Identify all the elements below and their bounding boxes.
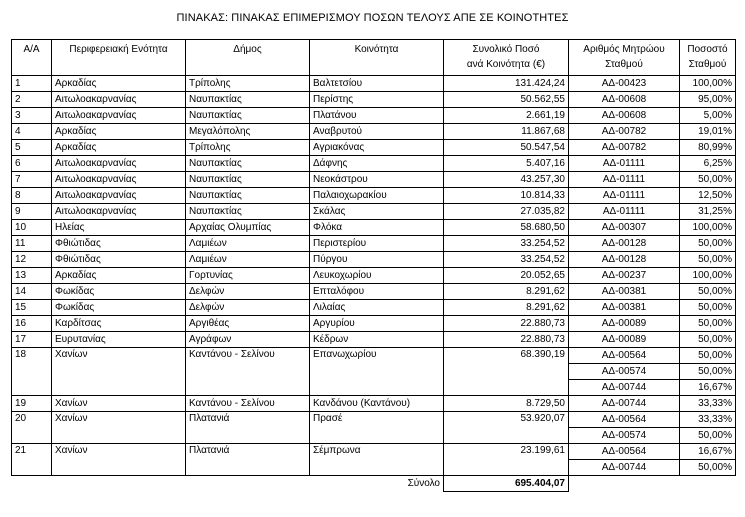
cell-registry: ΑΔ-00381 xyxy=(569,284,680,300)
cell-municipality: Δελφών xyxy=(186,300,310,316)
cell-amount: 131.424,24 xyxy=(444,76,569,92)
cell-region: Αρκαδίας xyxy=(52,124,186,140)
cell-amount: 23.199,61 xyxy=(444,444,569,476)
cell-aa: 12 xyxy=(12,252,52,268)
cell-registry: ΑΔ-01111 xyxy=(569,204,680,220)
cell-aa: 21 xyxy=(12,444,52,476)
cell-percentage: 16,67% xyxy=(680,380,736,396)
cell-amount: 33.254,52 xyxy=(444,252,569,268)
cell-region: Αρκαδίας xyxy=(52,268,186,284)
cell-community: Δάφνης xyxy=(310,156,444,172)
header-municipality: Δήμος xyxy=(186,40,310,76)
cell-community: Νεοκάστρου xyxy=(310,172,444,188)
table-row xyxy=(12,108,736,124)
cell-community: Αργυρίου xyxy=(310,316,444,332)
cell-percentage: 50,00% xyxy=(680,364,736,380)
cell-aa: 15 xyxy=(12,300,52,316)
table-row xyxy=(12,284,736,300)
cell-percentage: 50,00% xyxy=(680,236,736,252)
cell-registry: ΑΔ-00381 xyxy=(569,300,680,316)
cell-community: Αγριακόνας xyxy=(310,140,444,156)
cell-aa: 16 xyxy=(12,316,52,332)
cell-community: Λευκοχωρίου xyxy=(310,268,444,284)
table-row xyxy=(12,92,736,108)
cell-region: Αιτωλοακαρνανίας xyxy=(52,92,186,108)
cell-municipality: Ναυπακτίας xyxy=(186,92,310,108)
cell-registry: ΑΔ-00744 xyxy=(569,396,680,412)
cell-community: Πύργου xyxy=(310,252,444,268)
cell-municipality: Μεγαλόπολης xyxy=(186,124,310,140)
cell-aa: 18 xyxy=(12,348,52,396)
cell-percentage: 80,99% xyxy=(680,140,736,156)
cell-municipality: Πλατανιά xyxy=(186,444,310,476)
cell-region: Ηλείας xyxy=(52,220,186,236)
cell-region: Αρκαδίας xyxy=(52,76,186,92)
cell-aa: 7 xyxy=(12,172,52,188)
cell-region: Αιτωλοακαρνανίας xyxy=(52,188,186,204)
cell-registry: ΑΔ-00782 xyxy=(569,124,680,140)
cell-community: Επανωχωρίου xyxy=(310,348,444,396)
table-body xyxy=(12,76,736,492)
cell-community: Περιστερίου xyxy=(310,236,444,252)
cell-percentage: 50,00% xyxy=(680,172,736,188)
table-row xyxy=(12,412,736,428)
cell-municipality: Ναυπακτίας xyxy=(186,108,310,124)
cell-percentage: 33,33% xyxy=(680,412,736,428)
cell-registry: ΑΔ-00089 xyxy=(569,332,680,348)
cell-municipality: Καντάνου - Σελίνου xyxy=(186,396,310,412)
cell-aa: 1 xyxy=(12,76,52,92)
cell-percentage: 100,00% xyxy=(680,268,736,284)
cell-registry: ΑΔ-00564 xyxy=(569,348,680,364)
cell-percentage: 50,00% xyxy=(680,332,736,348)
total-value: 695.404,07 xyxy=(444,476,569,492)
cell-municipality: Δελφών xyxy=(186,284,310,300)
table-row xyxy=(12,220,736,236)
cell-region: Φθιώτιδας xyxy=(52,236,186,252)
cell-aa: 14 xyxy=(12,284,52,300)
cell-percentage: 50,00% xyxy=(680,284,736,300)
cell-registry: ΑΔ-00423 xyxy=(569,76,680,92)
cell-municipality: Αρχαίας Ολυμπίας xyxy=(186,220,310,236)
cell-percentage: 50,00% xyxy=(680,300,736,316)
table-row xyxy=(12,124,736,140)
cell-registry: ΑΔ-00128 xyxy=(569,236,680,252)
table-header-row xyxy=(12,40,736,76)
cell-region: Αιτωλοακαρνανίας xyxy=(52,172,186,188)
cell-aa: 10 xyxy=(12,220,52,236)
cell-amount: 8.291,62 xyxy=(444,284,569,300)
empty-cell xyxy=(569,476,680,492)
header-amount: Συνολικό Ποσό ανά Κοινότητα (€) xyxy=(444,40,569,76)
cell-amount: 8.291,62 xyxy=(444,300,569,316)
cell-registry: ΑΔ-01111 xyxy=(569,156,680,172)
cell-registry: ΑΔ-00564 xyxy=(569,444,680,460)
cell-municipality: Λαμιέων xyxy=(186,252,310,268)
cell-aa: 5 xyxy=(12,140,52,156)
header-community: Κοινότητα xyxy=(310,40,444,76)
cell-region: Χανίων xyxy=(52,444,186,476)
cell-community: Βαλτετσίου xyxy=(310,76,444,92)
cell-registry: ΑΔ-01111 xyxy=(569,188,680,204)
cell-community: Παλαιοχωρακίου xyxy=(310,188,444,204)
cell-percentage: 12,50% xyxy=(680,188,736,204)
cell-registry: ΑΔ-00307 xyxy=(569,220,680,236)
cell-percentage: 100,00% xyxy=(680,76,736,92)
empty-cell xyxy=(12,476,52,492)
cell-region: Ευρυτανίας xyxy=(52,332,186,348)
table-row xyxy=(12,204,736,220)
table-row xyxy=(12,140,736,156)
empty-cell xyxy=(186,476,310,492)
cell-registry: ΑΔ-00782 xyxy=(569,140,680,156)
cell-registry: ΑΔ-00744 xyxy=(569,380,680,396)
cell-percentage: 50,00% xyxy=(680,460,736,476)
cell-municipality: Ναυπακτίας xyxy=(186,172,310,188)
cell-registry: ΑΔ-00574 xyxy=(569,428,680,444)
cell-aa: 13 xyxy=(12,268,52,284)
cell-amount: 2.661,19 xyxy=(444,108,569,124)
cell-municipality: Λαμιέων xyxy=(186,236,310,252)
cell-percentage: 50,00% xyxy=(680,348,736,364)
cell-municipality: Ναυπακτίας xyxy=(186,156,310,172)
header-percentage: Ποσοστό Σταθμού xyxy=(680,40,736,76)
table-row xyxy=(12,396,736,412)
cell-aa: 3 xyxy=(12,108,52,124)
cell-municipality: Γορτυνίας xyxy=(186,268,310,284)
table-row xyxy=(12,332,736,348)
cell-aa: 4 xyxy=(12,124,52,140)
cell-region: Φωκίδας xyxy=(52,300,186,316)
cell-region: Καρδίτσας xyxy=(52,316,186,332)
cell-region: Αιτωλοακαρνανίας xyxy=(52,108,186,124)
cell-region: Φωκίδας xyxy=(52,284,186,300)
cell-municipality: Τρίπολης xyxy=(186,76,310,92)
cell-aa: 17 xyxy=(12,332,52,348)
cell-amount: 22.880,73 xyxy=(444,316,569,332)
cell-registry: ΑΔ-01111 xyxy=(569,172,680,188)
cell-amount: 68.390,19 xyxy=(444,348,569,396)
cell-amount: 22.880,73 xyxy=(444,332,569,348)
empty-cell xyxy=(52,476,186,492)
table-row xyxy=(12,156,736,172)
cell-aa: 11 xyxy=(12,236,52,252)
cell-registry: ΑΔ-00744 xyxy=(569,460,680,476)
cell-registry: ΑΔ-00089 xyxy=(569,316,680,332)
cell-aa: 20 xyxy=(12,412,52,444)
cell-region: Χανίων xyxy=(52,396,186,412)
cell-amount: 58.680,50 xyxy=(444,220,569,236)
cell-percentage: 31,25% xyxy=(680,204,736,220)
cell-region: Χανίων xyxy=(52,348,186,396)
table-row xyxy=(12,76,736,92)
cell-amount: 11.867,68 xyxy=(444,124,569,140)
table-row xyxy=(12,300,736,316)
cell-percentage: 50,00% xyxy=(680,316,736,332)
cell-amount: 27.035,82 xyxy=(444,204,569,220)
table-row xyxy=(12,268,736,284)
cell-amount: 50.562,55 xyxy=(444,92,569,108)
table-row xyxy=(12,316,736,332)
table-row xyxy=(12,444,736,460)
table-row xyxy=(12,348,736,364)
cell-community: Σέμπρωνα xyxy=(310,444,444,476)
cell-community: Κέδρων xyxy=(310,332,444,348)
empty-cell xyxy=(680,476,736,492)
cell-amount: 33.254,52 xyxy=(444,236,569,252)
cell-amount: 5.407,16 xyxy=(444,156,569,172)
cell-registry: ΑΔ-00237 xyxy=(569,268,680,284)
cell-amount: 20.052,65 xyxy=(444,268,569,284)
cell-registry: ΑΔ-00608 xyxy=(569,108,680,124)
cell-registry: ΑΔ-00574 xyxy=(569,364,680,380)
cell-community: Πλατάνου xyxy=(310,108,444,124)
cell-region: Φθιώτιδας xyxy=(52,252,186,268)
cell-amount: 43.257,30 xyxy=(444,172,569,188)
cell-aa: 9 xyxy=(12,204,52,220)
cell-aa: 2 xyxy=(12,92,52,108)
cell-percentage: 19,01% xyxy=(680,124,736,140)
cell-percentage: 5,00% xyxy=(680,108,736,124)
cell-community: Επταλόφου xyxy=(310,284,444,300)
cell-municipality: Τρίπολης xyxy=(186,140,310,156)
cell-registry: ΑΔ-00128 xyxy=(569,252,680,268)
cell-percentage: 16,67% xyxy=(680,444,736,460)
header-registry: Αριθμός Μητρώου Σταθμού xyxy=(569,40,680,76)
cell-municipality: Ναυπακτίας xyxy=(186,204,310,220)
cell-municipality: Αργιθέας xyxy=(186,316,310,332)
total-label: Σύνολο xyxy=(407,477,440,489)
cell-registry: ΑΔ-00564 xyxy=(569,412,680,428)
cell-community: Λιλαίας xyxy=(310,300,444,316)
cell-amount: 10.814,33 xyxy=(444,188,569,204)
cell-amount: 8.729,50 xyxy=(444,396,569,412)
header-aa: Α/Α xyxy=(12,40,52,76)
cell-municipality: Καντάνου - Σελίνου xyxy=(186,348,310,396)
cell-region: Χανίων xyxy=(52,412,186,444)
cell-percentage: 6,25% xyxy=(680,156,736,172)
table-row xyxy=(12,188,736,204)
cell-community: Αναβρυτού xyxy=(310,124,444,140)
cell-amount: 53.920,07 xyxy=(444,412,569,444)
total-row xyxy=(12,476,736,492)
cell-registry: ΑΔ-00608 xyxy=(569,92,680,108)
cell-community: Πρασέ xyxy=(310,412,444,444)
cell-amount: 50.547,54 xyxy=(444,140,569,156)
cell-percentage: 50,00% xyxy=(680,428,736,444)
cell-aa: 8 xyxy=(12,188,52,204)
cell-region: Αρκαδίας xyxy=(52,140,186,156)
table-row xyxy=(12,252,736,268)
header-region: Περιφερειακή Ενότητα xyxy=(52,40,186,76)
allocation-table xyxy=(11,39,736,492)
cell-community: Περίστης xyxy=(310,92,444,108)
cell-community: Κανδάνου (Καντάνου) xyxy=(310,396,444,412)
cell-region: Αιτωλοακαρνανίας xyxy=(52,204,186,220)
document-title: ΠΙΝΑΚΑΣ: ΠΙΝΑΚΑΣ ΕΠΙΜΕΡΙΣΜΟΥ ΠΟΣΩΝ ΤΕΛΟΥΣ ΑΠΕ ΣΕ ΚΟΙΝΟΤΗΤΕΣ xyxy=(176,12,569,24)
table-row xyxy=(12,236,736,252)
table-row xyxy=(12,172,736,188)
cell-aa: 6 xyxy=(12,156,52,172)
cell-aa: 19 xyxy=(12,396,52,412)
cell-community: Σκάλας xyxy=(310,204,444,220)
cell-municipality: Ναυπακτίας xyxy=(186,188,310,204)
cell-region: Αιτωλοακαρνανίας xyxy=(52,156,186,172)
cell-percentage: 100,00% xyxy=(680,220,736,236)
cell-percentage: 33,33% xyxy=(680,396,736,412)
cell-percentage: 95,00% xyxy=(680,92,736,108)
cell-community: Φλόκα xyxy=(310,220,444,236)
cell-percentage: 50,00% xyxy=(680,252,736,268)
cell-municipality: Αγράφων xyxy=(186,332,310,348)
cell-municipality: Πλατανιά xyxy=(186,412,310,444)
